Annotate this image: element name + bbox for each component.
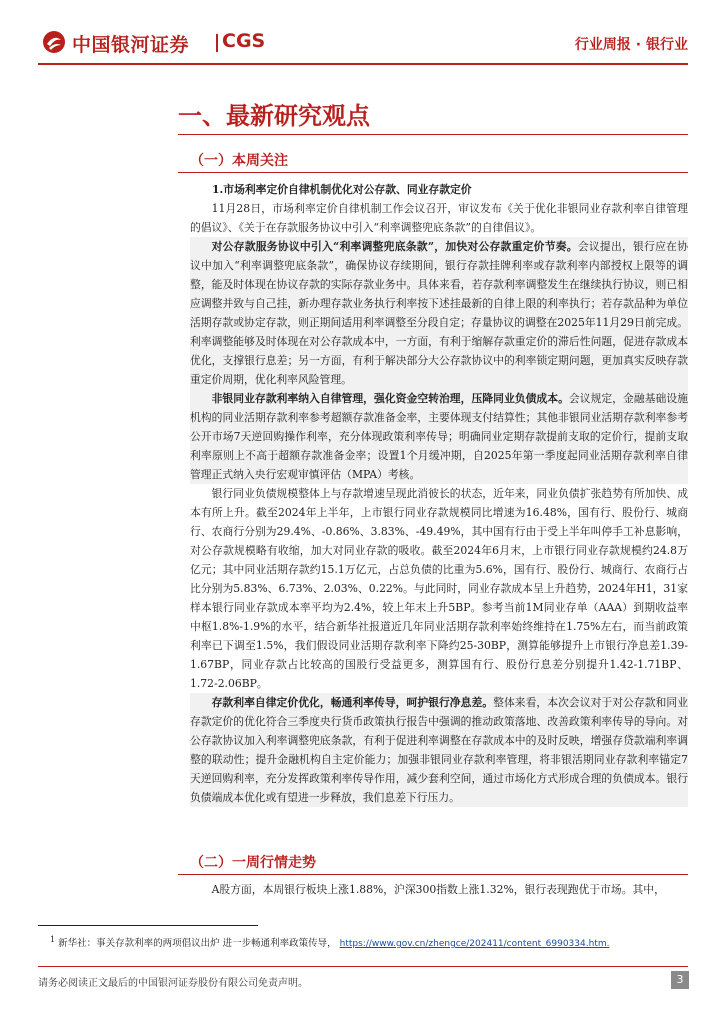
subsection-divider xyxy=(178,172,688,173)
header-divider xyxy=(38,63,688,65)
subsection-divider xyxy=(178,874,688,875)
section-title-underline xyxy=(178,134,688,135)
logo-separator xyxy=(216,34,218,52)
page-header xyxy=(38,24,688,60)
footer-disclaimer: 请务必阅读正文最后的中国银河证券股份有限公司免责声明。 xyxy=(38,978,308,989)
market-body xyxy=(190,880,688,899)
paragraph-meeting: 11月28日，市场利率定价自律机制工作会议召开，审议发布《关于优化非银同业存款利率自律管理的倡议》、《关于在存款服务协议中引入“利率调整兜底条款”的自律倡议》。 xyxy=(190,202,688,234)
paragraph-body: 会议提出，银行应在协议中加入“利率调整兜底条款”，确保协议存续期间，银行存款挂牌利率或存款利率内部授权上限等的调整，能及时体现在协议存款的实际存款业务中。具体来看，若存款利率调整发生在继续执行协议，则已相应调整并致与自己挂，新办理存款业务执行利率按下述挂最新的自律上限的利率执行；若存款品种为单位活期存款或协定存款，则正期间适用利率调整至分段自定；存量协议的调整在2025年11月29日前完成。利率调整能够及时体现在对公存款成本中，一方面，有利于缩解存款重定价的滞后性问题，促进存款成本优化，支撑银行息差；另一方面，有利于解决部分大公存款协议中的利率锁定期问题，更加真实反映存款重定价周期，优化利率风险管理。 xyxy=(190,240,688,386)
section-title: 一、最新研究观点 xyxy=(178,101,370,130)
paragraph-corporate-deposit xyxy=(190,237,688,389)
logo-english: CGS xyxy=(222,30,266,52)
report-category: 行业周报 · 银行业 xyxy=(574,37,688,53)
logo-text: 中国银河证券 xyxy=(72,34,190,56)
cgs-logo-icon xyxy=(42,30,66,54)
footer-divider xyxy=(38,966,688,967)
topic-heading: 1.市场利率定价自律机制优化对公存款、同业存款定价 xyxy=(212,183,472,196)
paragraph-lead: 存款利率自律定价优化，畅通利率传导，呵护银行净息差。 xyxy=(211,696,494,709)
paragraph-body: 会议规定，金融基础设施机构的同业活期存款利率参考超额存款准备金率，主要体现支付结算性；其他非银同业活期存款利率参考公开市场7天逆回购操作利率，充分体现政策利率传导；明确同业定期存款提前支取的定价行，提前支取利率原则上不高于超额存款准备金率；设置1个月缓冲期，自2025年第一季度起同业活期存款利率自律管理正式纳入央行宏观审慎评估（MPA）考核。 xyxy=(190,392,688,481)
paragraph-interbank-deposit xyxy=(190,389,688,484)
subsection-title-focus: （一）本周关注 xyxy=(190,153,288,169)
paragraph-lead: 对公存款服务协议中引入“利率调整兜底条款”，加快对公存款重定价节奏。 xyxy=(211,240,578,253)
paragraph-lead: 非银同业存款利率纳入自律管理，强化资金空转治理，压降同业负债成本。 xyxy=(211,392,569,405)
focus-body xyxy=(190,180,688,807)
paragraph-body: 整体来看，本次会议对于对公存款和同业存款定价的优化符合三季度央行货币政策执行报告中强调的推动政策落地、改善政策利率传导的导向。对公存款协议加入利率调整兜底条款，有利于促进利率调整在存款成本中的及时反映，增强存贷款端利率调整的联动性；提升金融机构自主定价能力；加强非银同业存款利率管理，将非银活期同业存款利率锚定7天逆回购利率，充分发挥政策利率传导作用，减少套利空间，通过市场化方式形成合理的负债成本。银行负债端成本优化或有望进一步释放，我们息差下行压力。 xyxy=(190,696,688,804)
paragraph-market: A股方面，本周银行板块上涨1.88%，沪深300指数上涨1.32%，银行表现跑优于市场。其中， xyxy=(211,883,665,896)
paragraph-conclusion xyxy=(190,693,688,807)
footnote-link[interactable]: https://www.gov.cn/zhengce/202411/content_6990334.htm. xyxy=(339,939,610,950)
page-number: 3 xyxy=(671,971,689,989)
footnote-divider xyxy=(38,925,258,926)
footnote-number: 1 xyxy=(50,935,56,944)
paragraph-interbank-scale: 银行同业负债规模整体上与存款增速呈现此消彼长的状态，近年来，同业负债扩张趋势有所加快、成本有所上升。截至2024年上半年，上市银行同业存款规模同比增速为16.48%，国有行、股份行、城商行、农商行分别为29.4%、-0.86%、3.83%、-49.49%，其中国有行由于受上半年叫停手工补息影响，对公存款规模略有收缩，加大对同业存款的吸收。截至2024年6月末，上市银行同业存款规模约24.8万亿元；其中同业活期存款约15.1万亿元，占总负债的比重为5.6%，国有行、股份行、城商行、农商行占比分别为5.83%、6.73%、2.03%、0.22%。与此同时，同业存款成本呈上升趋势，2024年H1，31家样本银行同业存款成本率平均为2.4%，较上年末上升5BP。参考当前1M同业存单（AAA）到期收益率中枢1.8%-1.9%的水平，结合新华社报道近几年同业活期存款利率始终维持在1.75%左右，而当前政策利率已下调至1.5%，我们假设同业活期存款利率下降约25-30BP，测算能够提升上市银行净息差1.39-1.67BP，同业存款占比较高的国股行受益更多，测算国有行、股份行息差分别提升1.42-1.71BP、1.72-2.06BP。 xyxy=(190,487,688,690)
subsection-title-market: （二）一周行情走势 xyxy=(190,855,316,871)
footnote xyxy=(50,933,690,951)
footnote-text: 新华社：事关存款利率的两项倡议出炉 进一步畅通利率政策传导， xyxy=(58,938,337,950)
